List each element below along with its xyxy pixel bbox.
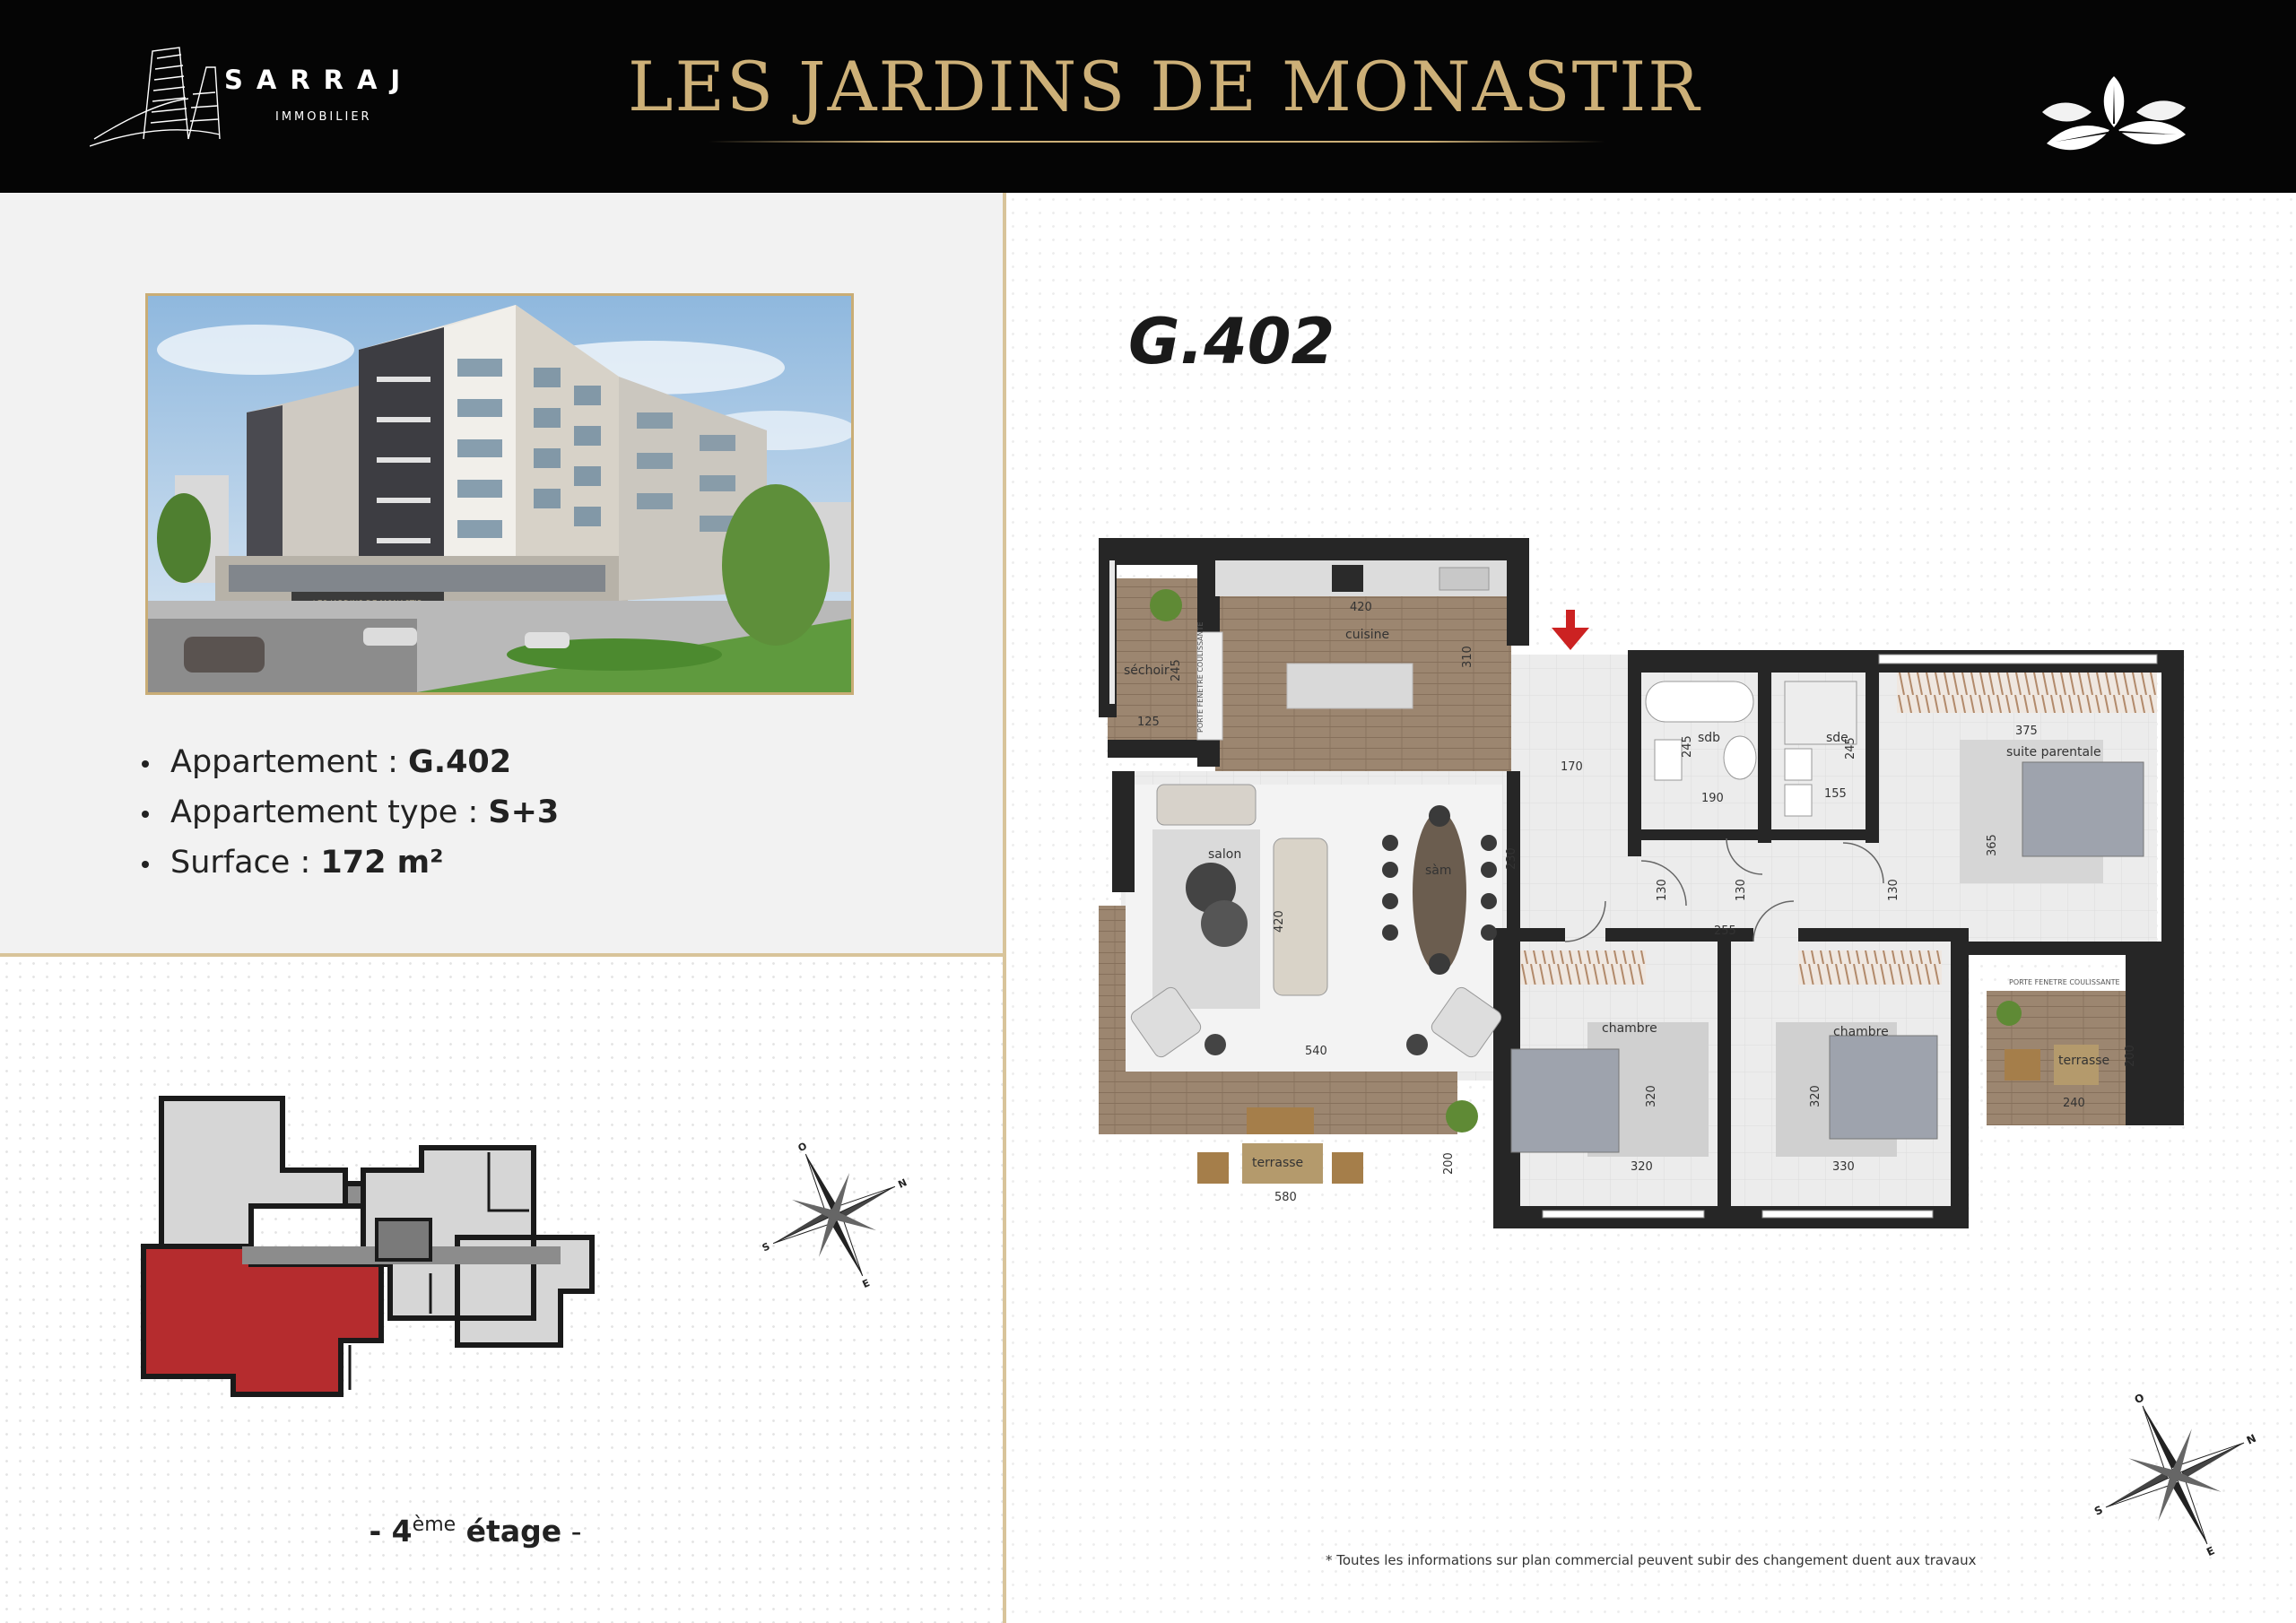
dim-terrasse-depth: 200 [1442,1152,1456,1175]
title-underline [709,141,1605,143]
header-bar [0,0,2296,193]
unit-title: G.402 [1128,305,1335,378]
dim-corridor-c: 130 [1656,879,1669,901]
project-title: LES JARDINS DE MONASTIR [628,47,1701,126]
dim-hall-depth: 230 [1505,847,1518,870]
compass-plan-e-label: E [2205,1544,2217,1559]
apartment-type-value: S+3 [488,794,560,830]
floor-word: étage [456,1514,562,1549]
compass-rose-icon [753,1134,915,1296]
room-label-chambre-1: chambre [1602,1021,1657,1036]
dim-salon-depth: 420 [1273,910,1286,933]
dim-cuisine-depth: 310 [1461,646,1474,668]
dim-corridor-a: 130 [1735,879,1748,901]
dim-chambre-2-depth: 320 [1809,1085,1822,1107]
floor-superscript: ème [412,1514,457,1536]
dim-corridor-length: 255 [1714,924,1736,938]
compass-rose-icon-plan [2085,1385,2265,1565]
room-label-sam: sàm [1425,864,1452,878]
apartment-number-label: Appartement : [170,744,409,780]
dim-sdb-depth: 245 [1681,735,1694,758]
keyplan-core [377,1219,430,1260]
room-label-sdb: sdb [1698,731,1721,745]
door-note-sechoir: PORTE FENETRE COULISSANTE [1196,621,1205,733]
dim-terrasse-width: 580 [1274,1191,1297,1204]
dim-chambre-1-width: 320 [1631,1160,1653,1174]
compass-n-label: N [896,1176,909,1191]
entrance-arrow-icon [1552,610,1589,650]
door-note-suite: PORTE FENETRE COULISSANTE [2009,978,2120,986]
dim-hall-width: 170 [1561,760,1583,774]
floor-key-plan [135,1085,726,1417]
panel-divider-horizontal [0,953,1003,957]
surface-item [135,838,559,888]
brand-name: SARRAJ [224,65,414,95]
room-label-chambre-2: chambre [1833,1025,1889,1039]
dim-corridor-b: 130 [1887,879,1900,901]
panel-divider-vertical [1003,193,1006,1623]
keyplan-block-highlight [144,1246,381,1394]
room-label-terrasse-main: terrasse [1252,1156,1304,1170]
disclaimer-note: * Toutes les informations sur plan commercial peuvent subir des changement duent aux travaux [1326,1552,1977,1568]
compass-plan-o-label: O [2132,1391,2146,1407]
compass-plan-n-label: N [2244,1431,2258,1447]
apartment-type-item [135,787,559,838]
dim-cuisine-width: 420 [1350,601,1372,614]
dim-chambre-1-depth: 320 [1645,1085,1658,1107]
room-label-suite: suite parentale [2006,745,2101,759]
floor-dash: - [561,1514,582,1549]
dim-sde-width: 155 [1824,787,1847,801]
dim-terrasse-suite-depth: 200 [2124,1045,2137,1067]
dim-suite-depth: 365 [1986,834,1999,856]
apartment-floor-plan [1099,534,2184,1237]
compass-s-label: S [760,1240,772,1254]
room-label-sde: sde [1826,731,1848,745]
dim-suite-width: 375 [2015,725,2038,738]
dim-terrasse-suite-width: 240 [2063,1097,2085,1110]
apartment-number-value: G.402 [408,744,512,780]
building-render-image [145,293,854,695]
dim-sdb-width: 190 [1701,792,1724,805]
apartment-details-list [135,737,559,888]
apartment-number-item [135,737,559,787]
dim-sechoir-width: 125 [1137,716,1160,729]
dim-chambre-2-width: 330 [1832,1160,1855,1174]
dim-sechoir-depth: 245 [1170,659,1183,681]
surface-value: 172 m² [320,845,444,881]
compass-plan-s-label: S [2092,1503,2105,1518]
leaf-logo-icon [2038,63,2190,161]
dim-salon-width: 540 [1305,1045,1327,1058]
compass-o-label: O [796,1140,809,1155]
brand-subtitle: IMMOBILIER [275,110,372,124]
surface-label: Surface : [170,845,321,881]
keyplan-block-nw [161,1098,345,1246]
floor-level-label [0,1514,951,1549]
floor-prefix: - 4 [369,1514,413,1549]
room-label-cuisine: cuisine [1345,628,1390,642]
apartment-type-label: Appartement type : [170,794,489,830]
room-label-sechoir: séchoir [1124,664,1170,678]
dim-sde-depth: 245 [1844,737,1857,759]
room-label-terrasse-suite: terrasse [2058,1054,2110,1068]
room-label-salon: salon [1208,847,1242,862]
compass-e-label: E [860,1277,872,1291]
